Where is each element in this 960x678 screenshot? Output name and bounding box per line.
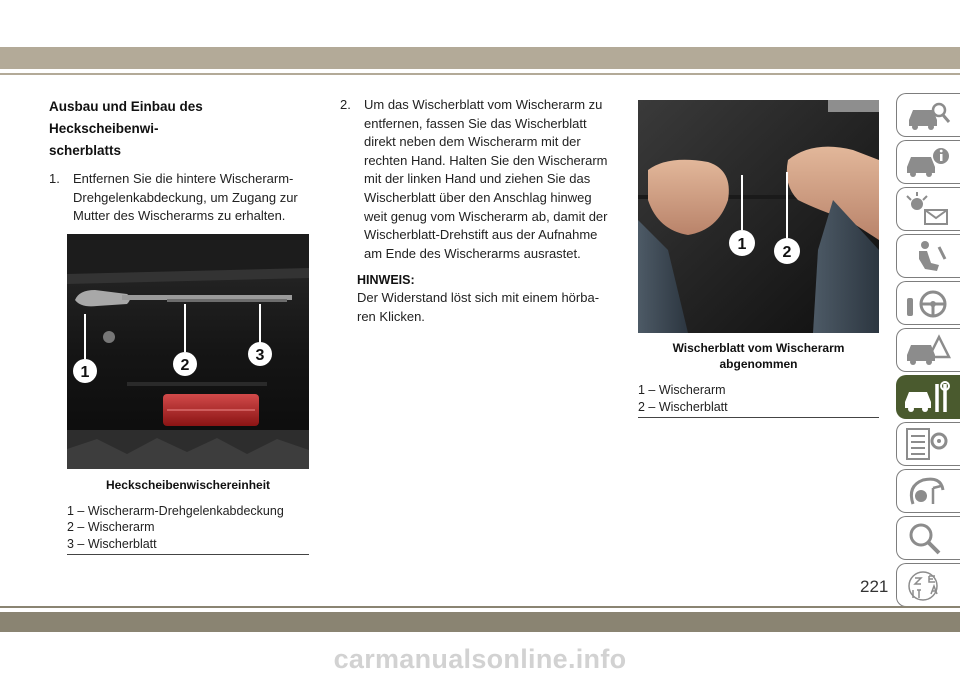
step-text-line: Mutter des Wischerarms zu erhalten. — [73, 208, 286, 224]
step-text-line: Um das Wischerblatt vom Wischerarm zu — [364, 97, 603, 112]
figure-legend — [67, 503, 309, 556]
tab-search[interactable] — [896, 516, 960, 560]
step-text-line: entfernen, fassen Sie das Wischerblatt — [364, 115, 587, 131]
note-text-line: Der Widerstand löst sich mit einem hörba- — [357, 290, 600, 306]
note-label: HINWEIS: — [357, 273, 415, 288]
column-middle — [340, 96, 608, 327]
figure-caption-line: Wischerblatt vom Wischerarm — [672, 341, 845, 355]
footer-rule — [0, 606, 960, 608]
warning-light-message-icon — [903, 192, 953, 228]
tab-technical-data[interactable] — [896, 422, 960, 466]
tab-driving[interactable] — [896, 281, 960, 325]
step-number: 1. — [49, 171, 60, 186]
car-info-icon — [903, 145, 953, 181]
car-search-icon — [903, 98, 953, 134]
step-text-line: Entfernen Sie die hintere Wischerarm- — [73, 171, 294, 186]
tab-service-maintenance[interactable] — [896, 375, 960, 419]
step-1 — [49, 170, 309, 226]
section-title-line: scherblatts — [49, 143, 122, 158]
step-text-line: Drehgelenkabdeckung, um Zugang zur — [73, 189, 298, 205]
tab-emergency[interactable] — [896, 328, 960, 372]
watermark: carmanualsonline.info — [333, 644, 627, 674]
figure-caption — [638, 340, 879, 372]
page-number: 221 — [860, 577, 889, 596]
step-text-line: am Ende des Wischerarms ausrastet. — [364, 245, 581, 261]
footer-band — [0, 612, 960, 632]
index-letters-icon — [903, 568, 953, 604]
section-title-line: Ausbau und Einbau des Heckscheibenwi- — [49, 99, 203, 136]
legend-rule — [67, 554, 309, 555]
tab-car-info[interactable] — [896, 140, 960, 184]
airbag-seat-icon — [903, 239, 953, 275]
car-service-tools-icon — [903, 380, 953, 416]
steering-wheel-icon — [903, 286, 953, 322]
callout-label: 1 — [737, 236, 747, 253]
legend-item: 2 – Wischerblatt — [638, 399, 728, 414]
header-band — [0, 47, 960, 69]
tab-car-search[interactable] — [896, 93, 960, 137]
blade-removed-photo — [638, 100, 879, 333]
blade-removal-illustration — [638, 100, 879, 333]
figure-caption: Heckscheibenwischereinheit — [105, 477, 271, 492]
search-magnifier-icon — [903, 521, 953, 557]
note-text-line: ren Klicken. — [357, 308, 425, 324]
tab-index[interactable] — [896, 563, 960, 607]
callout-label: 3 — [255, 346, 265, 364]
figure-caption-line: abgenommen — [719, 357, 798, 371]
step-2 — [340, 96, 608, 263]
step-number: 2. — [340, 97, 351, 112]
callout-label: 1 — [80, 363, 90, 381]
tab-multimedia[interactable] — [896, 469, 960, 513]
step-text-line: rechten Hand. Halten Sie den Wischerarm — [364, 152, 608, 168]
step-text-line: mit der linken Hand und ziehen Sie das — [364, 171, 591, 187]
tab-warning-lights[interactable] — [896, 187, 960, 231]
step-text-line: Wischerblatt-Drehstift aus der Aufnahme — [364, 227, 598, 243]
legend-item: 1 – Wischerarm-Drehgelenkabdeckung — [67, 503, 284, 518]
step-text-line: direkt neben dem Wischerarm mit der — [364, 134, 581, 150]
note-text — [357, 289, 608, 326]
figure-legend — [638, 382, 879, 418]
legend-rule — [638, 417, 879, 418]
legend-item: 2 – Wischerarm — [67, 520, 155, 535]
section-title — [49, 96, 309, 162]
wiper-assembly-illustration — [67, 234, 309, 469]
legend-item: 1 – Wischerarm — [638, 383, 726, 397]
callout-label: 2 — [782, 244, 792, 261]
column-left — [49, 96, 309, 555]
column-right — [638, 100, 879, 418]
step-text-line: Wischerblatt über den Anschlag hinweg — [364, 189, 592, 205]
wiper-assembly-photo — [67, 234, 309, 469]
header-rule — [0, 73, 960, 75]
legend-item: 3 – Wischerblatt — [67, 536, 157, 551]
multimedia-icon — [903, 474, 953, 510]
callout-label: 2 — [180, 356, 190, 374]
car-warning-icon — [903, 333, 953, 369]
step-text-line: weit genug vom Wischerarm ab, damit der — [364, 208, 608, 224]
tab-safety[interactable] — [896, 234, 960, 278]
maintenance-list-icon — [903, 427, 953, 463]
